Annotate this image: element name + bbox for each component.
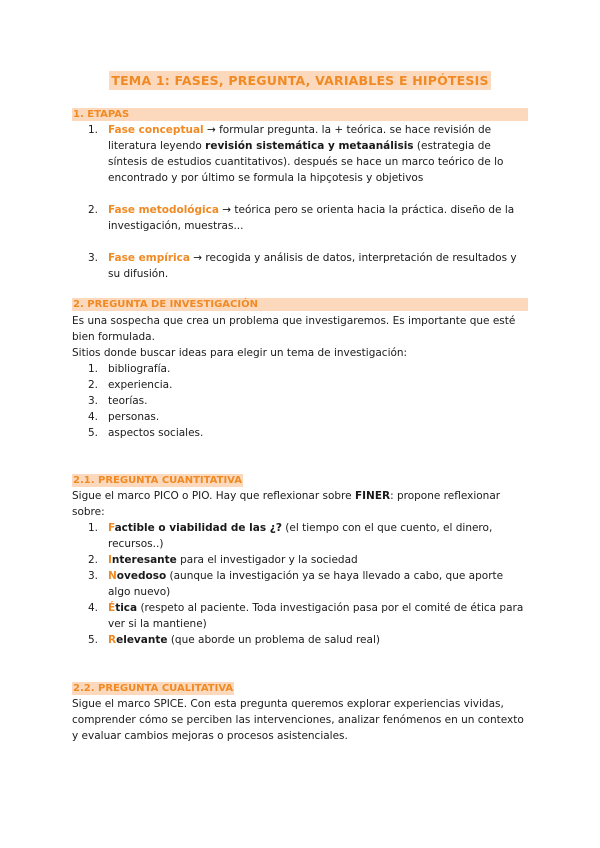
document-title: TEMA 1: FASES, PREGUNTA, VARIABLES E HIPÓTESIS	[111, 73, 489, 88]
arrow: →	[218, 204, 235, 216]
item-text: recogida y análisis de datos, interpretación de resultados y su difusión.	[108, 252, 517, 280]
list-number: 5.	[88, 634, 99, 646]
item-text: teórica pero se orienta hacia la práctica. diseño de la investigación, muestras...	[108, 204, 515, 232]
item-text: (estrategia de síntesis de estudios cuantitativos). después se hace un marco teórico de lo encontrado y por último se formula la hipçotesis y objetivos	[108, 140, 504, 184]
list-number: 2.	[88, 379, 99, 391]
list-number: 2.	[88, 204, 99, 216]
list-number: 3.	[88, 252, 99, 264]
list-number: 1.	[88, 522, 99, 534]
keyword: Fase conceptual	[108, 124, 204, 136]
list-item-fase-conceptual	[108, 122, 528, 186]
list-number: 3.	[88, 395, 99, 407]
list-item-novedoso: Novedoso (aunque la investigación ya se haya llevado a cabo, que aporte algo nuevo)	[108, 570, 504, 598]
list-number: 4.	[88, 411, 99, 423]
list-item-factible: Factible o viabilidad de las ¿? (el tiempo con el que cuento, el dinero, recursos..)	[108, 522, 493, 550]
list-item: personas.	[108, 411, 160, 423]
arrow: →	[189, 252, 206, 264]
item-text: formular pregunta. la + teórica. se hace revisión de literatura leyendo	[108, 124, 492, 152]
list-number: 1.	[88, 124, 99, 136]
paragraph: Sitios donde buscar ideas para elegir un tema de investigación:	[72, 347, 408, 359]
list-item-relevante: Relevante (que aborde un problema de salud real)	[108, 634, 380, 646]
keyword: Fase empírica	[108, 252, 190, 264]
keyword: Fase metodológica	[108, 204, 219, 216]
list-item-etica: Ética (respeto al paciente. Toda investigación pasa por el comité de ética para ver si la mantiene)	[108, 602, 524, 630]
arrow: →	[203, 124, 220, 136]
section-heading-etapas: 1. ETAPAS	[72, 108, 528, 121]
list-item-fase-empirica	[108, 250, 528, 282]
list-item: teorías.	[108, 395, 148, 407]
item-bold-text: revisión sistemática y metaanálisis	[205, 140, 414, 152]
list-number: 5.	[88, 427, 99, 439]
list-number: 1.	[88, 363, 99, 375]
section-heading-pregunta: 2. PREGUNTA DE INVESTIGACIÓN	[72, 298, 528, 311]
section-heading-cualitativa: 2.2. PREGUNTA CUALITATIVA	[73, 683, 234, 694]
paragraph: Es una sospecha que crea un problema que investigaremos. Es importante que esté bien formulada.	[72, 315, 516, 343]
list-item-fase-metodologica	[108, 202, 528, 234]
list-number: 2.	[88, 554, 99, 566]
list-item: bibliografía.	[108, 363, 171, 375]
list-item: experiencia.	[108, 379, 173, 391]
paragraph: Sigue el marco SPICE. Con esta pregunta queremos explorar experiencias vividas, comprender cómo se perciben las intervenciones, analizar fenómenos en un contexto y evaluar cambios mejoras o procesos asistenciales.	[72, 698, 524, 742]
paragraph: Sigue el marco PICO o PIO. Hay que reflexionar sobre FINER: propone reflexionar sobre:	[72, 490, 501, 518]
section-heading-cuantitativa: 2.1. PREGUNTA CUANTITATIVA	[73, 475, 242, 486]
list-number: 4.	[88, 602, 99, 614]
list-item: aspectos sociales.	[108, 427, 204, 439]
list-item-interesante: Interesante para el investigador y la sociedad	[108, 554, 358, 566]
list-number: 3.	[88, 570, 99, 582]
